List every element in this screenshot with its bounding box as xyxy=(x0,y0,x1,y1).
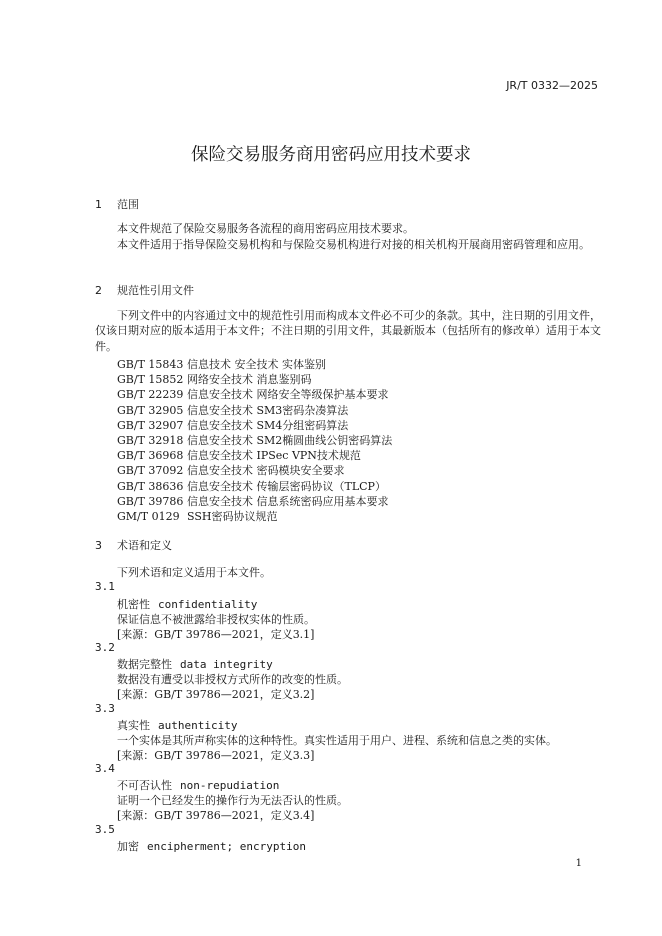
document-title: 保险交易服务商用密码应用技术要求 xyxy=(191,145,471,165)
paragraph: 下列文件中的内容通过文中的规范性引用而构成本文件必不可少的条款。其中，注日期的引用文件，仅该日期对应的版本适用于本文件；不注日期的引用文件，其最新版本（包括所有的修改单）适用于本文件。 xyxy=(95,309,601,353)
reference-code: GB/T 15852 xyxy=(117,373,184,386)
reference-title: SSH密码协议规范 xyxy=(187,510,278,523)
section-title: 术语和定义 xyxy=(117,539,172,552)
reference-code: GB/T 37092 xyxy=(117,464,184,477)
reference-item xyxy=(117,386,389,402)
reference-title: 信息安全技术 IPSec VPN技术规范 xyxy=(187,449,361,462)
reference-title: 信息安全技术 SM4分组密码算法 xyxy=(187,419,349,432)
reference-item xyxy=(117,493,389,509)
term-entry xyxy=(117,717,237,733)
term-en: authenticity xyxy=(158,719,238,732)
term-entry xyxy=(117,838,306,854)
term-definition: 数据没有遭受以非授权方式所作的改变的性质。 xyxy=(117,673,348,686)
reference-title: 信息安全技术 SM3密码杂凑算法 xyxy=(187,404,349,417)
section-number: 3 xyxy=(95,539,102,552)
reference-item xyxy=(117,447,361,463)
reference-code: GB/T 38636 xyxy=(117,480,184,493)
reference-code: GB/T 15843 xyxy=(117,358,184,371)
reference-item xyxy=(117,462,345,478)
reference-item xyxy=(117,371,312,387)
term-zh: 不可否认性 xyxy=(117,779,172,792)
term-zh: 真实性 xyxy=(117,719,150,732)
reference-code: GB/T 39786 xyxy=(117,495,184,508)
reference-item xyxy=(117,402,348,418)
reference-title: 信息安全技术 SM2椭圆曲线公钥密码算法 xyxy=(187,434,393,447)
term-zh: 加密 xyxy=(117,840,139,853)
page-number: 1 xyxy=(575,858,582,869)
reference-title: 网络安全技术 消息鉴别码 xyxy=(187,373,312,386)
term-zh: 机密性 xyxy=(117,598,150,611)
term-entry xyxy=(117,656,273,672)
section-heading-normative-references xyxy=(95,282,194,298)
paragraph: 下列术语和定义适用于本文件。 xyxy=(117,566,271,579)
reference-code: GB/T 32905 xyxy=(117,404,184,417)
reference-title: 信息安全技术 网络安全等级保护基本要求 xyxy=(187,388,389,401)
paragraph: 本文件规范了保险交易服务各流程的商用密码应用技术要求。 xyxy=(117,222,414,235)
term-number: 3.5 xyxy=(95,823,115,836)
term-number: 3.1 xyxy=(95,580,115,593)
reference-item xyxy=(117,417,348,433)
reference-item xyxy=(117,432,392,448)
reference-title: 信息安全技术 密码模块安全要求 xyxy=(187,464,345,477)
term-definition: 证明一个已经发生的操作行为无法否认的性质。 xyxy=(117,794,348,807)
document-id: JR/T 0332—2025 xyxy=(506,79,598,92)
term-en: encipherment; encryption xyxy=(147,840,306,853)
term-en: data integrity xyxy=(180,658,273,671)
term-en: non-repudiation xyxy=(180,779,280,792)
reference-code: GB/T 32918 xyxy=(117,434,184,447)
term-number: 3.4 xyxy=(95,762,115,775)
term-source: [来源：GB/T 39786—2021，定义3.4] xyxy=(117,809,315,822)
reference-title: 信息安全技术 传输层密码协议（TLCP） xyxy=(187,480,386,493)
reference-code: GB/T 36968 xyxy=(117,449,184,462)
term-definition: 保证信息不被泄露给非授权实体的性质。 xyxy=(117,613,315,626)
reference-title: 信息技术 安全技术 实体鉴别 xyxy=(187,358,326,371)
reference-item xyxy=(117,478,386,494)
term-source: [来源：GB/T 39786—2021，定义3.3] xyxy=(117,749,315,762)
section-number: 1 xyxy=(95,198,102,211)
term-entry xyxy=(117,596,257,612)
section-title: 规范性引用文件 xyxy=(117,284,194,297)
term-number: 3.2 xyxy=(95,641,115,654)
reference-code: GB/T 32907 xyxy=(117,419,184,432)
term-entry xyxy=(117,777,279,793)
section-title: 范围 xyxy=(117,198,139,211)
term-zh: 数据完整性 xyxy=(117,658,172,671)
term-source: [来源：GB/T 39786—2021，定义3.2] xyxy=(117,688,315,701)
reference-item xyxy=(117,356,326,372)
reference-code: GB/T 22239 xyxy=(117,388,184,401)
term-definition: 一个实体是其所声称实体的这种特性。真实性适用于用户、进程、系统和信息之类的实体。 xyxy=(117,734,557,747)
term-source: [来源：GB/T 39786—2021，定义3.1] xyxy=(117,628,315,641)
section-heading-terms-definitions xyxy=(95,537,172,553)
paragraph: 本文件适用于指导保险交易机构和与保险交易机构进行对接的相关机构开展商用密码管理和应用。 xyxy=(117,238,590,251)
reference-code: GM/T 0129 xyxy=(117,510,180,523)
term-en: confidentiality xyxy=(158,598,258,611)
section-number: 2 xyxy=(95,284,102,297)
reference-title: 信息安全技术 信息系统密码应用基本要求 xyxy=(187,495,389,508)
term-number: 3.3 xyxy=(95,702,115,715)
reference-item xyxy=(117,508,277,524)
section-heading-scope xyxy=(95,196,139,212)
